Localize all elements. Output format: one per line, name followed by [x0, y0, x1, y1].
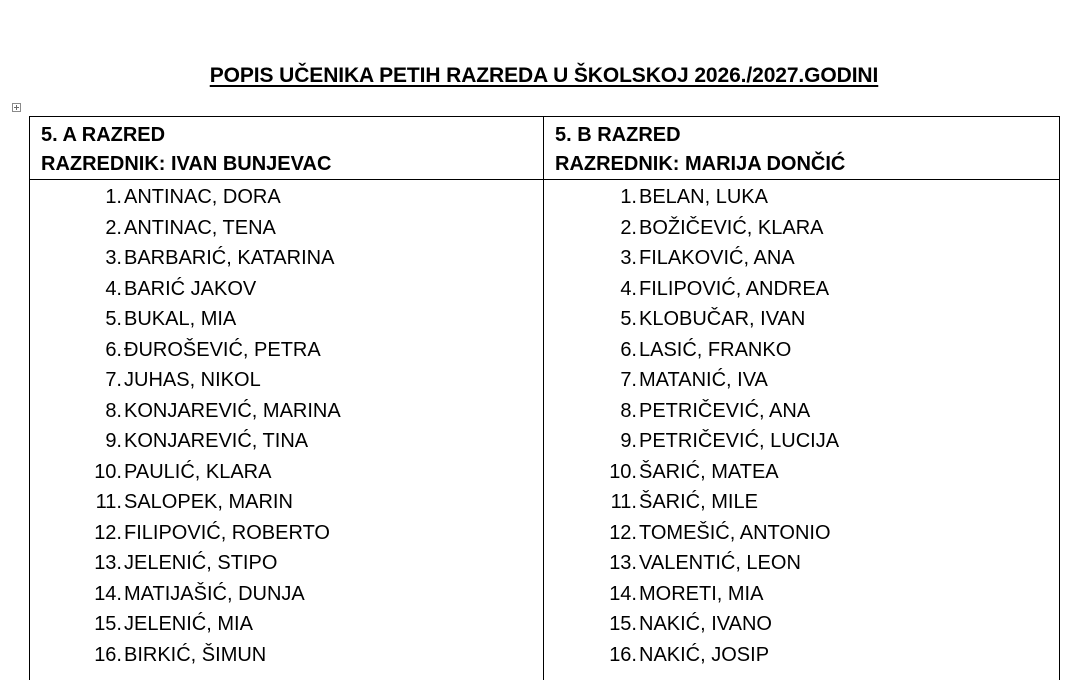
student-name: FILIPOVIĆ, ANDREA: [639, 277, 830, 300]
list-item-number: 7.: [105, 369, 122, 391]
list-item-number: 4.: [105, 277, 122, 300]
table-header-row: [30, 117, 1060, 180]
student-name: NAKIĆ, IVANO: [639, 613, 772, 635]
document-title: POPIS UČENIKA PETIH RAZREDA U ŠKOLSKOJ 2026./2027.GODINI: [209, 64, 879, 87]
list-item: [30, 640, 543, 671]
list-item-number: 14.: [609, 582, 637, 605]
list-item-number: 13.: [94, 552, 122, 574]
student-name: ŠARIĆ, MILE: [639, 491, 758, 513]
list-item-number: 7.: [620, 369, 637, 391]
list-item-number: 11.: [95, 491, 122, 513]
list-item-number: 11.: [610, 491, 637, 513]
list-item-number: 13.: [609, 552, 637, 574]
list-item: [544, 640, 1059, 671]
student-name: JUHAS, NIKOL: [124, 369, 261, 391]
student-name: BIRKIĆ, ŠIMUN: [124, 643, 267, 666]
list-item: [30, 182, 543, 213]
class-b-student-list: [544, 182, 1059, 670]
list-item: [30, 548, 543, 579]
list-item-number: 9.: [105, 430, 122, 452]
list-item: [544, 182, 1059, 213]
table-move-handle-icon[interactable]: [12, 103, 21, 112]
list-item-number: 14.: [94, 582, 122, 605]
list-item: [30, 213, 543, 244]
list-item-number: 15.: [609, 613, 637, 635]
list-item: [544, 609, 1059, 640]
list-item: [30, 487, 543, 518]
student-name: PETRIČEVIĆ, ANA: [639, 399, 811, 422]
list-item: [544, 274, 1059, 305]
class-b-teacher: RAZREDNIK: MARIJA DONČIĆ: [555, 153, 846, 175]
list-item: [544, 487, 1059, 518]
list-item: [544, 365, 1059, 396]
list-item: [544, 426, 1059, 457]
list-item-number: 1.: [105, 186, 122, 208]
class-a-list-cell[interactable]: [30, 180, 544, 680]
student-name: KLOBUČAR, IVAN: [639, 308, 806, 330]
list-item-number: 2.: [620, 216, 637, 239]
class-a-student-list: [30, 182, 543, 670]
student-name: NAKIĆ, JOSIP: [639, 643, 770, 666]
student-name: ANTINAC, TENA: [124, 216, 276, 239]
list-item: [544, 396, 1059, 427]
list-item-number: 1.: [620, 186, 637, 208]
student-name: KONJAREVIĆ, MARINA: [124, 399, 341, 422]
list-item-number: 3.: [620, 247, 637, 269]
list-item: [30, 335, 543, 366]
list-item-number: 15.: [94, 613, 122, 635]
list-item-number: 12.: [609, 521, 637, 544]
list-item: [544, 335, 1059, 366]
list-item: [544, 548, 1059, 579]
table-body-row: [30, 180, 1060, 680]
student-name: ANTINAC, DORA: [124, 186, 281, 208]
student-name: ŠARIĆ, MATEA: [639, 460, 779, 483]
student-name: LASIĆ, FRANKO: [639, 338, 792, 361]
list-item: [30, 457, 543, 488]
list-item: [30, 579, 543, 610]
list-item-number: 5.: [620, 308, 637, 330]
student-name: BOŽIČEVIĆ, KLARA: [639, 216, 824, 239]
list-item-number: 16.: [609, 643, 637, 666]
list-item: [544, 304, 1059, 335]
student-name: JELENIĆ, MIA: [124, 613, 253, 635]
list-item-number: 12.: [94, 521, 122, 544]
class-a-teacher: RAZREDNIK: IVAN BUNJEVAC: [41, 153, 332, 175]
list-item: [544, 243, 1059, 274]
list-item-number: 9.: [620, 430, 637, 452]
student-name: FILAKOVIĆ, ANA: [639, 247, 795, 269]
class-b-list-cell[interactable]: [544, 180, 1060, 680]
list-item-number: 16.: [94, 643, 122, 666]
student-name: BUKAL, MIA: [124, 308, 237, 330]
student-name: MATIJAŠIĆ, DUNJA: [124, 582, 305, 605]
list-item: [544, 213, 1059, 244]
list-item-number: 4.: [620, 277, 637, 300]
class-a-header-cell[interactable]: [30, 117, 544, 180]
list-item: [30, 396, 543, 427]
student-name: JELENIĆ, STIPO: [124, 552, 278, 574]
student-name: MATANIĆ, IVA: [639, 369, 768, 391]
list-item: [30, 304, 543, 335]
class-list-table: [29, 116, 1060, 680]
list-item-number: 10.: [94, 460, 122, 483]
list-item: [30, 518, 543, 549]
student-name: PAULIĆ, KLARA: [124, 460, 272, 483]
list-item: [30, 274, 543, 305]
list-item-number: 10.: [609, 460, 637, 483]
list-item: [30, 609, 543, 640]
list-item: [544, 457, 1059, 488]
student-name: FILIPOVIĆ, ROBERTO: [124, 521, 330, 544]
list-item-number: 6.: [105, 338, 122, 361]
student-name: KONJAREVIĆ, TINA: [124, 430, 309, 452]
list-item-number: 8.: [105, 399, 122, 422]
list-item-number: 5.: [105, 308, 122, 330]
list-item: [30, 243, 543, 274]
student-name: BARBARIĆ, KATARINA: [124, 247, 335, 269]
student-name: BARIĆ JAKOV: [124, 277, 257, 300]
student-name: PETRIČEVIĆ, LUCIJA: [639, 430, 840, 452]
class-b-header-cell[interactable]: [544, 117, 1060, 180]
student-name: ĐUROŠEVIĆ, PETRA: [124, 338, 321, 361]
student-name: MORETI, MIA: [639, 582, 764, 605]
list-item: [544, 518, 1059, 549]
list-item-number: 8.: [620, 399, 637, 422]
list-item-number: 2.: [105, 216, 122, 239]
list-item-number: 3.: [105, 247, 122, 269]
list-item: [30, 365, 543, 396]
student-name: BELAN, LUKA: [639, 186, 768, 208]
list-item-number: 6.: [620, 338, 637, 361]
list-item: [30, 426, 543, 457]
student-name: SALOPEK, MARIN: [124, 491, 293, 513]
class-b-name: 5. B RAZRED: [555, 124, 681, 146]
student-name: VALENTIĆ, LEON: [639, 552, 801, 574]
class-a-name: 5. A RAZRED: [41, 124, 166, 146]
student-name: TOMEŠIĆ, ANTONIO: [639, 521, 831, 544]
list-item: [544, 579, 1059, 610]
